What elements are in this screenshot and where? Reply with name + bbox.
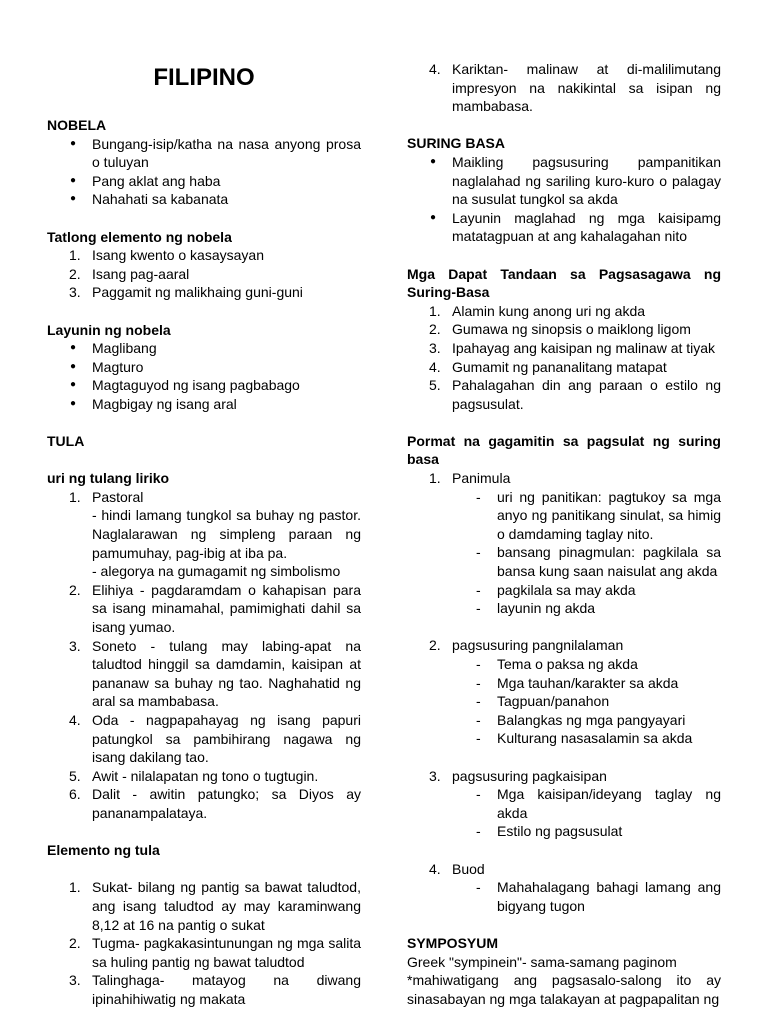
tula-heading: TULA bbox=[47, 433, 85, 450]
suring-basa-section bbox=[407, 134, 721, 246]
nobela-bullets bbox=[47, 135, 361, 209]
list-item: 3. Paggamit ng malikhaing guni-guni bbox=[69, 284, 303, 301]
pangnilalaman-title: pagsusuring pangnilalaman bbox=[452, 637, 624, 654]
buod-title: Buod bbox=[452, 860, 485, 877]
list-item: 5. Pahalagahan din ang paraan o estilo ng pagsusulat. bbox=[429, 377, 721, 412]
list-item: 4. Buod - Mahahalagang bahagi lamang ang bigyang tugon bbox=[407, 860, 721, 916]
sub-item: - pagkilala sa may akda bbox=[452, 581, 721, 600]
sub-item: - Tema o paksa ng akda bbox=[452, 655, 721, 674]
right-column bbox=[407, 0, 721, 1008]
document-title: FILIPINO bbox=[153, 64, 255, 91]
symposyum-line-2: *mahiwatigang ang pagsasalo-salong ito ay sinasabayan ng mga talakayan at pagpapalitan ng bbox=[407, 972, 721, 1007]
sub-item: - Tagpuan/panahon bbox=[452, 692, 721, 711]
elemento-nobela-list bbox=[47, 246, 361, 302]
list-item: 4. Oda - nagpapahayag ng isang papuri patungkol sa pambihirang nagawa ng isang dakilang tao. bbox=[69, 712, 361, 766]
sub-item: - layunin ng akda bbox=[452, 599, 721, 618]
sub-item: - Mga kaisipan/ideyang taglay ng akda bbox=[452, 785, 721, 822]
list-item: ● Layunin maglahad ng mga kaisipamg matatagpuan at ang kahalagahan nito bbox=[407, 209, 721, 246]
list-item: ● Magtaguyod ng isang pagbabago bbox=[47, 376, 361, 395]
list-item: 3. Soneto - tulang may labing-apat na taludtod hinggil sa damdamin, kaisipan at pananaw sa buhay ng tao. Naghahatid ng aral sa mambabasa. bbox=[69, 637, 361, 710]
symposyum-section bbox=[407, 934, 721, 1008]
list-item: 3. Ipahayag ang kaisipan ng malinaw at tiyak bbox=[429, 339, 716, 356]
pastoral-desc: - hindi lamang tungkol sa buhay ng pastor. Naglalarawan ng simpleng paraan ng pamumuhay, pag-ibig at iba pa. bbox=[92, 507, 361, 561]
liriko-heading: uri ng tulang liriko bbox=[47, 470, 170, 487]
panimula-sublist bbox=[452, 488, 721, 618]
list-item: 2. Gumawa ng sinopsis o maiklong ligom bbox=[429, 321, 691, 338]
left-column bbox=[47, 0, 361, 1009]
nobela-heading: NOBELA bbox=[47, 117, 107, 133]
elemento-tula-section bbox=[47, 841, 361, 1008]
layunin-section bbox=[47, 321, 361, 414]
list-item: 2. pagsusuring pangnilalaman - Tema o paksa ng akda - Mga tauhan/karakter sa akda - Tagpuan/panahon - Balangkas ng mga pangyayari - Kulturang nasasalamin sa akda bbox=[407, 636, 721, 766]
layunin-heading: Layunin ng nobela bbox=[47, 321, 171, 338]
dapat-tandaan-list bbox=[407, 302, 721, 414]
nobela-section bbox=[47, 116, 361, 209]
sub-item: - uri ng panitikan: pagtukoy sa mga anyo ng panitikang sinulat, sa himig o damdaming taglay nito. bbox=[452, 488, 721, 544]
list-item: ● Magturo bbox=[47, 358, 361, 377]
liriko-section bbox=[47, 469, 361, 822]
elemento-tula-heading: Elemento ng tula bbox=[47, 842, 160, 859]
list-item: ● Nahahati sa kabanata bbox=[47, 190, 361, 209]
list-item: 1. Isang kwento o kasaysayan bbox=[69, 247, 264, 264]
sub-item: - Mga tauhan/karakter sa akda bbox=[452, 674, 721, 693]
liriko-list bbox=[47, 488, 361, 823]
list-item: ● Pang aklat ang haba bbox=[47, 172, 361, 191]
buod-sublist bbox=[452, 878, 721, 915]
kariktan-list bbox=[407, 60, 721, 116]
list-item: 1. Sukat- bilang ng pantig sa bawat taludtod, ang isang taludtod ay may karaminwang 8,12 at 16 na pantig o sukat bbox=[69, 879, 361, 933]
list-item: 4. Kariktan- malinaw at di-malilimutang impresyon na nakikintal sa isipan ng mambabasa. bbox=[429, 61, 721, 115]
sub-item: - Mahahalagang bahagi lamang ang bigyang tugon bbox=[452, 878, 721, 915]
list-item: 4. Gumamit ng pananalitang matapat bbox=[429, 358, 667, 375]
pormat-section bbox=[407, 432, 721, 915]
elemento-nobela-section bbox=[47, 228, 361, 302]
elemento-nobela-heading: Tatlong elemento ng nobela bbox=[47, 228, 232, 245]
pagkaisipan-sublist bbox=[452, 785, 721, 841]
pagkaisipan-title: pagsusuring pagkaisipan bbox=[452, 767, 607, 784]
list-item: 5. Awit - nilalapatan ng tono o tugtugin. bbox=[69, 767, 319, 784]
pangnilalaman-sublist bbox=[452, 655, 721, 748]
list-item: 1. Pastoral - hindi lamang tungkol sa buhay ng pastor. Naglalarawan ng simpleng paraan ng pamumuhay, pag-ibig at iba pa. - alegorya na gumagamit ng simbolismo bbox=[69, 488, 361, 580]
sub-item: - bansang pinagmulan: pagkilala sa bansa kung saan naisulat ang akda bbox=[452, 543, 721, 580]
list-item: 1. Panimula - uri ng panitikan: pagtukoy sa mga anyo ng panitikang sinulat, sa himig o damdaming taglay nito. - bansang pinagmulan: pagkilala sa bansa kung saan naisulat ang akda - pagkilala sa may akda - layunin ng akda bbox=[407, 469, 721, 636]
pastoral-desc-2: - alegorya na gumagamit ng simbolismo bbox=[92, 563, 341, 580]
list-item: 2. Isang pag-aaral bbox=[69, 265, 190, 282]
layunin-bullets bbox=[47, 339, 361, 413]
list-item: 3. Talinghaga- matayog na diwang ipinahihiwatig ng makata bbox=[69, 972, 361, 1007]
pormat-list bbox=[407, 469, 721, 915]
list-item: 1. Alamin kung anong uri ng akda bbox=[429, 302, 646, 319]
list-item: ● Maglibang bbox=[47, 339, 361, 358]
list-item: ● Magbigay ng isang aral bbox=[47, 395, 361, 414]
sub-item: - Estilo ng pagsusulat bbox=[452, 822, 721, 841]
pormat-heading: Pormat na gagamitin sa pagsulat ng suring basa bbox=[407, 432, 721, 468]
list-item: 6. Dalit - awitin patungko; sa Diyos ay pananampalataya. bbox=[69, 786, 361, 821]
symposyum-line-1: Greek "sympinein"- sama-samang paginom bbox=[407, 953, 677, 970]
list-item: 2. Elihiya - pagdaramdam o kahapisan para sa isang minamahal, pamimighati dahil sa isang yumao. bbox=[69, 581, 361, 636]
pastoral-title: Pastoral bbox=[92, 488, 144, 505]
sub-item: - Balangkas ng mga pangyayari bbox=[452, 711, 721, 730]
suring-basa-heading: SURING BASA bbox=[407, 135, 506, 152]
elemento-tula-list bbox=[47, 878, 361, 1008]
list-item: 3. pagsusuring pagkaisipan - Mga kaisipan/ideyang taglay ng akda - Estilo ng pagsusulat bbox=[407, 767, 721, 860]
suring-basa-bullets bbox=[407, 153, 721, 246]
list-item: 2. Tugma- pagkakasintunungan ng mga salita sa huling pantig ng bawat taludtod bbox=[69, 935, 361, 970]
symposyum-heading: SYMPOSYUM bbox=[407, 934, 499, 951]
panimula-title: Panimula bbox=[452, 470, 511, 487]
sub-item: - Kulturang nasasalamin sa akda bbox=[452, 729, 721, 748]
dapat-tandaan-section bbox=[407, 265, 721, 414]
list-item: ● Bungang-isip/katha na nasa anyong prosa o tuluyan bbox=[47, 135, 361, 172]
list-item: ● Maikling pagsusuring pampanitikan naglalahad ng sariling kuro-kuro o palagay na susulat tungkol sa akda bbox=[407, 153, 721, 209]
dapat-tandaan-heading: Mga Dapat Tandaan sa Pagsasagawa ng Suring-Basa bbox=[407, 265, 721, 301]
